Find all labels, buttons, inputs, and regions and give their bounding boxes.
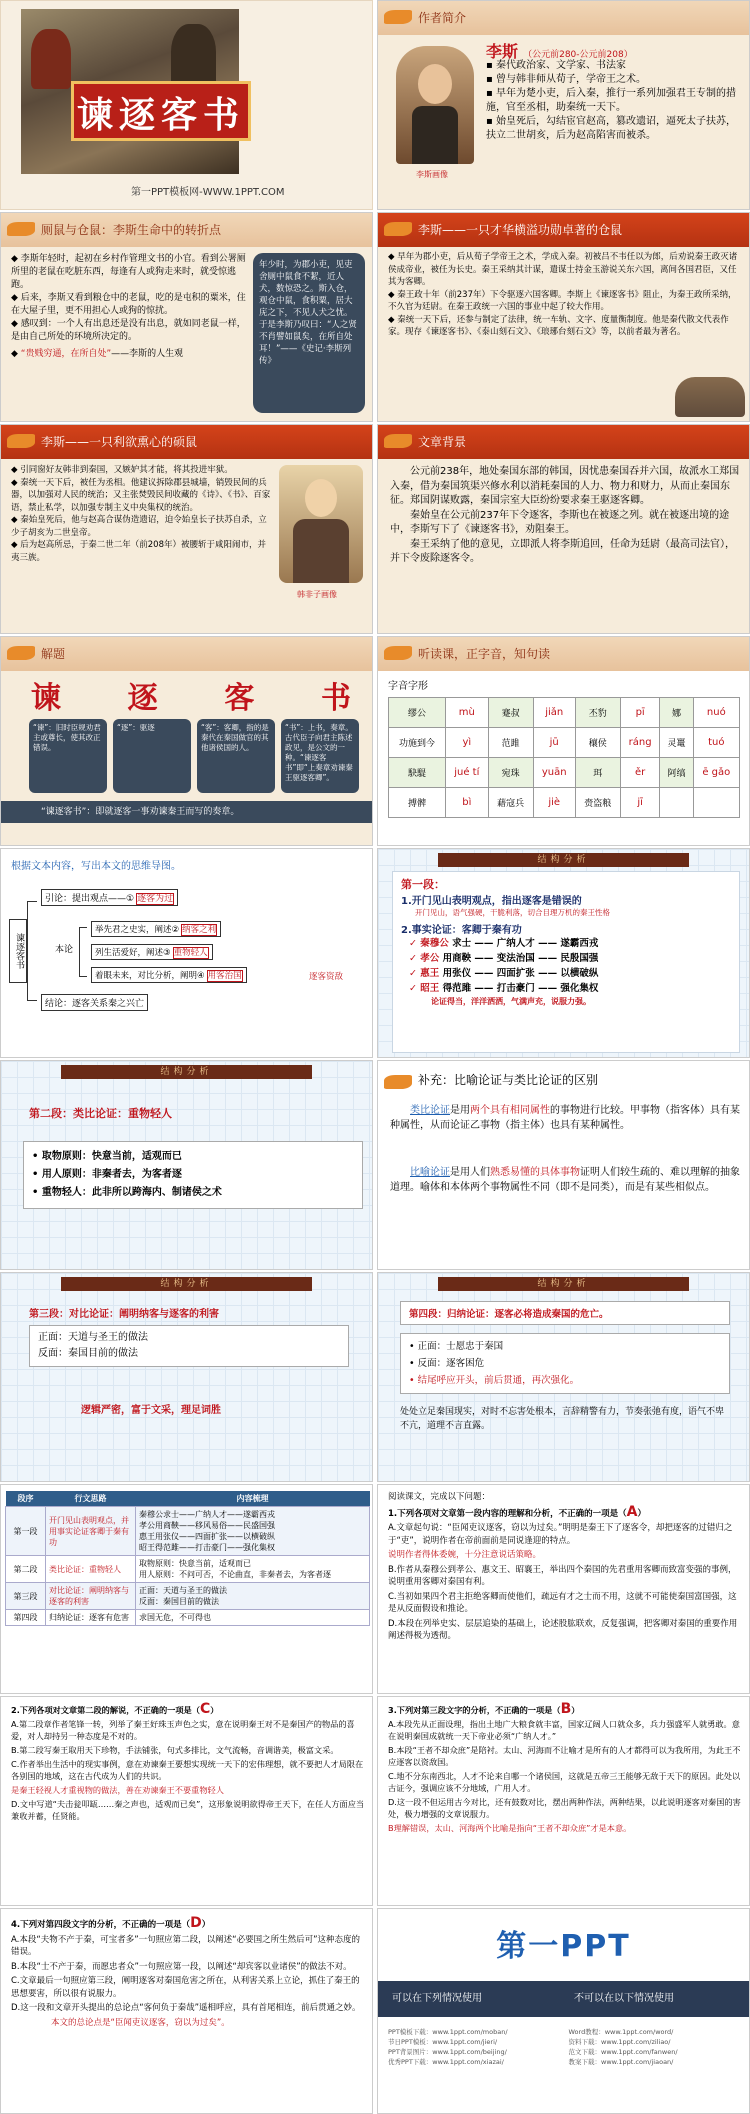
summary-cell: 求国无危，不可得也 bbox=[136, 1610, 370, 1626]
answer-letter: D bbox=[190, 1915, 202, 1931]
pron-word: 搏髀 bbox=[389, 788, 446, 818]
pron-word: 丕豹 bbox=[575, 698, 620, 728]
slide-q4 bbox=[0, 1908, 373, 2114]
mindmap-answer: 逐客资敌 bbox=[309, 972, 344, 982]
storerat-item: ◆ 秦王政十年（前237年）下令驱逐六国客卿。李斯上《谏逐客书》阻止，为秦王政所采纳，不久官为廷尉。在秦王政统一六国的事业中起了较大作用。 bbox=[388, 289, 737, 312]
title-char: 客 bbox=[224, 681, 255, 716]
option-note: 说明作者得体委婉，十分注意说话策略。 bbox=[388, 1550, 542, 1560]
author-name: 李斯 bbox=[486, 42, 519, 61]
summary-row bbox=[6, 1610, 370, 1626]
summary-head: 行文思路 bbox=[74, 1494, 107, 1503]
summary-cell: 开门见山表明观点，并用事实论证客卿于秦有功 bbox=[46, 1507, 136, 1556]
slide-header: 厕鼠与仓鼠：李斯生命中的转折点 bbox=[41, 223, 222, 237]
answer-letter: C bbox=[199, 1701, 211, 1717]
slide-storerat bbox=[377, 212, 750, 422]
rats-item: ◆ 感叹到：一个人有出息还是没有出息，就如同老鼠一样，是由自己所处的环境所决定的。 bbox=[11, 319, 246, 342]
pron-pinyin: pī bbox=[620, 698, 660, 728]
para2-item: • 用人原则：非秦者去，为客者逐 bbox=[32, 1169, 182, 1180]
section-stripe: 结构分析 bbox=[61, 1065, 312, 1079]
para-heading: 第二段：类比论证：重物轻人 bbox=[29, 1107, 172, 1120]
jieti-box: “书”：上书，奏章。古代臣子向君主陈述政见，是公文的一种。“谏逐客书”即“上奏章劝谏秦王驱逐客卿”。 bbox=[281, 719, 359, 793]
slide-q1 bbox=[377, 1484, 750, 1694]
pron-pinyin: ráng bbox=[620, 728, 660, 758]
para-heading: 第三段：对比论证：阐明纳客与逐客的利害 bbox=[29, 1309, 219, 1320]
question-stem: 4.下列对第四段文字的分析，不正确的一项是（D） bbox=[11, 1915, 211, 1931]
pron-pinyin: jū bbox=[533, 728, 575, 758]
mindmap-body: 本论 bbox=[55, 945, 74, 955]
footer-link[interactable]: Word教程：www.1ppt.com/word/ bbox=[568, 2028, 674, 2036]
para1-row: ✓ 秦穆公 求士 —— 广纳人才 —— 遂霸西戎 bbox=[409, 938, 599, 949]
slide-para2 bbox=[0, 1060, 373, 1270]
answer-letter: B bbox=[560, 1701, 572, 1717]
summary-cell: 第二段 bbox=[6, 1556, 46, 1583]
mindmap-root: 谏逐客书 bbox=[9, 919, 27, 983]
portrait-caption: 韩非子画像 bbox=[297, 590, 337, 599]
option: B.本段“王者不却众庶”是陪衬。太山、河海而不让喻才是所有的人才都得可以为我所用，为此王不应逐客以资敌国。 bbox=[388, 1745, 741, 1767]
question-stem: 2.下列各项对文章第二段的解说，不正确的一项是（C） bbox=[11, 1701, 219, 1717]
summary-row bbox=[6, 1556, 370, 1583]
para1-row: ✓ 孝公 用商鞅 —— 变法治国 —— 民殷国强 bbox=[409, 953, 599, 964]
footer-col-title: 可以在下列情况使用 bbox=[392, 1993, 482, 2004]
option: A.文章起句说：“臣闻吏议逐客，窃以为过矣。”明明是秦王下了逐客令，却把逐客的过错归之于“吏”，说明作者在帝前面前是同说逢迎的特点。 bbox=[388, 1523, 733, 1546]
footer-link[interactable]: PPT模板下载：www.1ppt.com/moban/ bbox=[388, 2028, 508, 2036]
brush-icon bbox=[7, 646, 35, 660]
bigrat-item: ◆ 引同窗好友韩非到秦国，又嫉妒其才能，将其投进牢狱。 bbox=[11, 465, 233, 475]
para4-tail: 处处立足秦国现实，对时不忘害处根本，言辞精警有力，节奏张弛有度，语气不卑不亢，道理不言直露。 bbox=[400, 1407, 725, 1431]
jieti-box: “谏”：旧时臣规劝君主或尊长，使其改正错误。 bbox=[29, 719, 107, 793]
summary-cell: 正面：天道与圣王的做法 反面：秦国目前的做法 bbox=[136, 1583, 370, 1610]
check-icon: ✓ bbox=[409, 953, 421, 964]
pron-pinyin: yì bbox=[446, 728, 489, 758]
question-intro: 阅读课文，完成以下问题： bbox=[388, 1492, 491, 1502]
pron-pinyin: bì bbox=[446, 788, 489, 818]
title-site: 第一PPT模板网-WWW.1PPT.COM bbox=[131, 187, 285, 198]
background-paragraph: 公元前238年，地处秦国东部的韩国，因忧患秦国吞并六国，故派水工郑国入秦，借为秦国筑渠兴修水利以消耗秦国的人力、物力和财力，从而止秦国东征。郑国阴谋败露，秦国宗室大臣纷纷要求秦王驱逐客卿。 bbox=[390, 466, 740, 506]
option: B.作者从秦穆公到孝公、惠文王、昭襄王，举出四个秦国的先君重用客卿而致富变强的事例，说明重用客卿对秦国有利。 bbox=[388, 1564, 737, 1587]
pron-word: 功施到今 bbox=[389, 728, 446, 758]
pron-pinyin: jiǎn bbox=[533, 698, 575, 728]
brush-icon bbox=[384, 1075, 412, 1089]
para-point: 2.事实论证：客卿于秦有功 bbox=[401, 925, 522, 936]
question-stem: 1.下列各项对文章第一段内容的理解和分析，不正确的一项是（A） bbox=[388, 1503, 647, 1520]
para-point: 1.开门见山表明观点，指出逐客是错误的 bbox=[401, 896, 582, 907]
mindmap-answer: 纳客之利 bbox=[182, 925, 217, 935]
summary-cell: 类比论证：重物轻人 bbox=[46, 1556, 136, 1583]
portrait-hanfei bbox=[279, 465, 363, 583]
summary-cell: 第四段 bbox=[6, 1610, 46, 1626]
option-note: 是秦王轻视人才重视物的做法，善在劝谏秦王不要重物轻人 bbox=[11, 1785, 224, 1795]
slide-para3 bbox=[0, 1272, 373, 1482]
pron-pinyin: tuó bbox=[693, 728, 739, 758]
option-note: 本文的总论点是“臣闻吏议逐客，窃以为过矣”。 bbox=[51, 2017, 230, 2028]
section-stripe: 结构分析 bbox=[438, 853, 689, 867]
footer-link[interactable]: 资料下载：www.1ppt.com/ziliao/ bbox=[568, 2038, 671, 2046]
pron-word: 缪公 bbox=[389, 698, 446, 728]
option: A.第二段章作者笔锋一转，列举了秦王好珠玉声色之实，意在说明秦王对不是秦国产的物品的喜爱，对人却持另一种态度是不对的。 bbox=[11, 1719, 355, 1741]
option-note: B理解错误，太山、河海两个比喻是指向“王者不却众庶”才是本意。 bbox=[388, 1823, 632, 1833]
pron-pinyin: jué tí bbox=[446, 758, 489, 788]
option: C.作者举出生活中的现实事例，意在劝谏秦王要想实现统一天下的宏伟理想，就不要把人才局限在各别国的地域，这在古代成为人们的共识。 bbox=[11, 1759, 364, 1781]
brush-icon bbox=[384, 434, 412, 448]
bigrat-item: ◆ 秦统一天下后，被任为丞相。他建议拆除郡县城墙，销毁民间的兵器，以加强对人民的统治；又主张焚毁民间收藏的《诗》、《书》、百家语，禁止私学，以加强专制主义中央集权的统治。 bbox=[11, 477, 271, 513]
section-stripe: 结构分析 bbox=[438, 1277, 689, 1291]
summary-table bbox=[5, 1491, 370, 1626]
brush-icon bbox=[384, 222, 412, 236]
pron-word: 穰侯 bbox=[575, 728, 620, 758]
brush-icon bbox=[384, 646, 412, 660]
pron-pinyin: jī bbox=[620, 788, 660, 818]
slide-header: 李斯——一只利欲熏心的硕鼠 bbox=[41, 435, 198, 449]
summary-cell: 对比论证：阐明纳客与逐客的利害 bbox=[46, 1583, 136, 1610]
slide-para4 bbox=[377, 1272, 750, 1482]
title-char: 谏 bbox=[31, 681, 61, 716]
slide-compare bbox=[377, 1060, 750, 1270]
slide-header: 李斯——一只才华横溢功勋卓著的仓鼠 bbox=[418, 223, 623, 237]
slide-para1 bbox=[377, 848, 750, 1058]
summary-cell: 第一段 bbox=[6, 1507, 46, 1556]
pron-word: 蹇叔 bbox=[488, 698, 533, 728]
rats-item: ◆ 李斯年轻时，起初在乡村作管理文书的小官。看到公署厕所里的老鼠在吃脏东西，每逢有人或狗走来时，就受惊逃跑。 bbox=[11, 254, 246, 290]
slide-mindmap: 根据文本内容，写出本文的思维导图。 谏逐客书 引论：提出观点——① 逐客为过 本论 举先君之史实，阐述② 纳客之利 列生活爱好，阐述③ 重物轻人 着眼未来，对比分析，阐明④ 用客治国 逐客资敌 结论：逐客关系秦之兴亡 bbox=[0, 848, 373, 1058]
footer-link[interactable]: PPT背景图片：www.1ppt.com/beijing/ bbox=[388, 2048, 507, 2056]
check-icon: ✓ bbox=[409, 938, 421, 949]
footer-link[interactable]: 教案下载：www.1ppt.com/jiaoan/ bbox=[568, 2058, 674, 2066]
compare-paragraph: 比喻论证是用人们熟悉易懂的具体事物证明人们较生疏的、难以理解的抽象道理。喻体和本体两个事物属性不同（即不是同类），而是有某些相似点。 bbox=[390, 1167, 740, 1193]
section-stripe: 结构分析 bbox=[61, 1277, 312, 1291]
bigrat-item: ◆ 秦始皇死后，他与赵高合谋伪造遗诏，迫令始皇长子扶苏自杀，立少子胡亥为二世皇帝。 bbox=[11, 515, 267, 538]
pron-row bbox=[389, 728, 740, 758]
rats-box: 年少时，为郡小吏，见吏舍厕中鼠食不絜，近人犬，数惊恐之。斯入仓，观仓中鼠，食积粟，居大庑之下，不见人犬之忧。于是李斯乃叹曰：“人之贤不肖譬如鼠矣，在所自处耳！”——《史记·李斯列传》 bbox=[253, 253, 365, 413]
check-icon: ✓ bbox=[409, 983, 421, 994]
portrait-lisi bbox=[396, 46, 474, 164]
footer-col-title: 不可以在以下情况使用 bbox=[574, 1993, 674, 2004]
author-bullet: ▪ 始皇死后，勾结宦官赵高，篡改遗诏，逼死太子扶苏，扶立二世胡亥，后为赵高陷害而被杀。 bbox=[486, 116, 736, 141]
pron-pinyin bbox=[693, 788, 739, 818]
jieti-box: “逐”：驱逐 bbox=[113, 719, 191, 793]
portrait-caption: 李斯画像 bbox=[416, 170, 448, 179]
para1-row: ✓ 惠王 用张仪 —— 四面扩张 —— 以横破纵 bbox=[409, 968, 599, 979]
para4-item: • 结尾呼应开头，前后贯通，再次强化。 bbox=[409, 1375, 580, 1386]
summary-head: 段序 bbox=[17, 1494, 34, 1503]
pron-pinyin: ěr bbox=[620, 758, 660, 788]
answer-letter: A bbox=[626, 1503, 638, 1520]
slide-q2 bbox=[0, 1696, 373, 1906]
pron-row bbox=[389, 758, 740, 788]
chariot-image bbox=[675, 377, 745, 417]
background-paragraph: 秦始皇在公元前237年下令逐客，李斯也在被逐之列。就在被逐出境的途中，李斯写下了《谏逐客书》，劝阻秦王。 bbox=[390, 509, 730, 535]
jieti-box: “客”：客卿，指的是秦代在秦国做官的其他诸侯国的人。 bbox=[197, 719, 275, 793]
pron-word: 娜 bbox=[660, 698, 693, 728]
pron-word: 宛珠 bbox=[488, 758, 533, 788]
rats-quote: ◆ “贵贱穷通，在所自处”——李斯的人生观 bbox=[11, 349, 184, 359]
option: D.这一段和文章开头提出的总论点“客何负于秦哉”遥相呼应，具有首尾相连，前后贯通之妙。 bbox=[11, 2003, 361, 2013]
pron-table bbox=[388, 697, 740, 818]
author-bullet: ▪ 秦代政治家、文学家、书法家 bbox=[486, 60, 626, 71]
slide-header: 作者简介 bbox=[418, 11, 467, 25]
slide-background bbox=[377, 424, 750, 634]
option: D.这一段不但运用古今对比，还有鼓数对比，摆出两种作法，两种结果，以此说明逐客对秦国的害处，极力增强的文章说服力。 bbox=[388, 1797, 741, 1819]
title-char: 书 bbox=[320, 681, 351, 716]
pron-subtitle: 字音字形 bbox=[388, 681, 428, 692]
slide-header: 文章背景 bbox=[418, 435, 467, 449]
check-icon: ✓ bbox=[409, 968, 421, 979]
author-bullet: ▪ 曾与韩非师从荀子，学帝王之术。 bbox=[486, 74, 646, 85]
para-note: 逻辑严密，富于文采，理足词胜 bbox=[81, 1405, 221, 1416]
footer-link[interactable]: 节日PPT模板：www.1ppt.com/jieri/ bbox=[388, 2038, 498, 2046]
slide-summary-table bbox=[0, 1484, 373, 1694]
mindmap-intro: 引论：提出观点——① bbox=[45, 894, 135, 904]
mindmap-answer: 用客治国 bbox=[207, 971, 242, 981]
pron-row bbox=[389, 788, 740, 818]
slide-pronunciation bbox=[377, 636, 750, 846]
storerat-item: ◆ 早年为郡小吏，后从荀子学帝王之术，学成入秦。初被吕不韦任以为郎，后劝说秦王政灭诸侯成帝业，被任为长史。秦王采纳其计谋，遣谋士持金玉游说关东六国，离间各国君臣，又任其为客卿。 bbox=[388, 252, 738, 287]
option: A.本段“夫物不产于秦，可宝者多”一句照应第二段，以阐述“必要国之所生然后可”这种态度的错误。 bbox=[11, 1934, 360, 1957]
para2-item: • 取物原则：快意当前，适观而已 bbox=[32, 1151, 182, 1162]
brush-icon bbox=[384, 10, 412, 24]
para3-item: 正面：天道与圣王的做法 bbox=[38, 1332, 148, 1343]
pron-word: 駃騠 bbox=[389, 758, 446, 788]
option: D.本段在列举史实、层层追染的基础上，论述股肱联欢，反复强调，把客卿对秦国的重要作用阐述得极为透彻。 bbox=[388, 1618, 738, 1641]
mindmap-conclusion: 结论：逐客关系秦之兴亡 bbox=[41, 994, 148, 1011]
logo: 第一PPT bbox=[496, 1929, 631, 1964]
summary-row bbox=[6, 1507, 370, 1556]
bigrat-item: ◆ 后为赵高所忌，于秦二世二年（前208年）被腰斩于咸阳闹市，并夷三族。 bbox=[11, 540, 266, 563]
brush-icon bbox=[7, 222, 35, 236]
pron-pinyin: nuó bbox=[693, 698, 739, 728]
pron-word: 范雎 bbox=[488, 728, 533, 758]
pron-pinyin: jiè bbox=[533, 788, 575, 818]
summary-cell: 归纳论证：逐客有危害 bbox=[46, 1610, 136, 1626]
jieti-summary: “谏逐客书”：即就逐客一事劝谏秦王而写的奏章。 bbox=[1, 801, 372, 823]
storerat-item: ◆ 秦统一天下后，还参与制定了法律，统一车轨、文字、度量衡制度。他是秦代散文代表作家。现存《谏逐客书》、《泰山刻石文》、《琅琊台刻石文》等，以前者最为著名。 bbox=[388, 314, 729, 337]
para-note: 开门见山，语气强硬，干脆利落，切合目理万机的秦王性格 bbox=[415, 908, 610, 917]
slide-header: 听读课，正字音，知句读 bbox=[418, 647, 551, 661]
para3-item: 反面：秦国目前的做法 bbox=[38, 1348, 138, 1359]
option: C.文章最后一句照应第三段，阐明逐客对秦国危害之所在，从利害关系上立论，抓住了秦王的思想要害，所以很有说服力。 bbox=[11, 1976, 360, 1999]
pron-word: 灵鼍 bbox=[660, 728, 693, 758]
slide-footer bbox=[377, 1908, 750, 2114]
mindmap-answer: 重物轻人 bbox=[173, 948, 208, 958]
para-heading: 第一段： bbox=[401, 878, 445, 891]
pron-word bbox=[660, 788, 693, 818]
mindmap-answer: 逐客为过 bbox=[137, 894, 174, 904]
pron-word: 珥 bbox=[575, 758, 620, 788]
option: B.本段“士不产于秦，而愿忠者众”一句照应第一段，以阐述“却宾客以业诸侯”的做法不对。 bbox=[11, 1961, 352, 1972]
summary-cell: 取物原则：快意当前，适观而已 用人原则：不问可否，不论曲直，非秦者去，为客者逐 bbox=[136, 1556, 370, 1583]
slide-jieti bbox=[0, 636, 373, 846]
author-years: （公元前280-公元前208） bbox=[523, 50, 633, 60]
para4-item: • 反面：逐客困危 bbox=[409, 1358, 485, 1369]
pron-row bbox=[389, 698, 740, 728]
footer-link[interactable]: 范文下载：www.1ppt.com/fanwen/ bbox=[568, 2048, 678, 2056]
para-heading: 第四段：归纳论证：逐客必将造成秦国的危亡。 bbox=[409, 1309, 609, 1320]
para-note: 论证得当，洋洋洒洒，气满声充，说服力强。 bbox=[431, 997, 591, 1006]
background-paragraph: 秦王采纳了他的意见，立即派人将李斯追回，任命为廷尉（最高司法官），并下令废除逐客令。 bbox=[390, 538, 735, 564]
slide-rats bbox=[0, 212, 373, 422]
option: D.文中写道“夫击瓮叩缻……秦之声也，适观而已矣”，这形象说明欲得帝王天下，在任人方面应当兼收并蓄，任贤能。 bbox=[11, 1799, 365, 1821]
pron-word: 藉寇兵 bbox=[488, 788, 533, 818]
option: A.本段先从正面设理，指出土地广大粮食就丰富，国家辽阔人口就众多，兵力强盛军人就勇敢。意在说明秦国成就统一天下帝业必须“广纳人才。” bbox=[388, 1719, 740, 1741]
summary-row bbox=[6, 1583, 370, 1610]
slide-q3 bbox=[377, 1696, 750, 1906]
footer-link[interactable]: 优秀PPT下载：www.1ppt.com/xiazai/ bbox=[388, 2058, 504, 2066]
slide-header: 解题 bbox=[41, 647, 66, 661]
author-bullet: ▪ 早年为楚小吏，后入秦，推行一系列加强君王专制的措施，官至丞相，助秦统一天下。 bbox=[486, 88, 736, 113]
compare-paragraph: 类比论证是用两个具有相同属性的事物进行比较。甲事物（指客体）具有某种属性，从而论证乙事物（指主体）也具有某种属性。 bbox=[390, 1105, 740, 1131]
slide-header: 补充：比喻论证与类比论证的区别 bbox=[418, 1073, 599, 1087]
pron-pinyin: mù bbox=[446, 698, 489, 728]
option: C.当初如果四个君主拒绝客卿而使他们，疏远有才之士而不用，这就不可能使秦国富国强，这是从反面假设和推论。 bbox=[388, 1591, 737, 1614]
para1-row: ✓ 昭王 得范雎 —— 打击豪门 —— 强化集权 bbox=[409, 983, 599, 994]
title-text: 谏逐客书 bbox=[76, 95, 245, 136]
pron-word: 赍盗粮 bbox=[575, 788, 620, 818]
question-stem: 3.下列对第三段文字的分析，不正确的一项是（B） bbox=[388, 1701, 580, 1717]
rats-item: ◆ 后来，李斯又看到粮仓中的老鼠，吃的是屯积的粟米，住在大屋子里，更不用担心人或狗的惊扰。 bbox=[11, 293, 246, 316]
slide-title bbox=[0, 0, 373, 210]
option: B.第二段写秦王取用天下珍物，手法铺张，句式多排比，文气流畅，音调谐美，极富文采。 bbox=[11, 1745, 339, 1755]
para4-item: • 正面：士愿忠于秦国 bbox=[409, 1341, 504, 1352]
option: C.地不分东南西北，人才不论来自哪一个诸侯国，这就是五帝三王能够无敌于天下的原因。此处以古证今，强调应该不分地域，广用人才。 bbox=[388, 1771, 741, 1793]
summary-cell: 第三段 bbox=[6, 1583, 46, 1610]
para2-item: • 重物轻人：此非所以跨海内、制诸侯之术 bbox=[32, 1187, 222, 1198]
brush-icon bbox=[7, 434, 35, 448]
summary-head: 内容梳理 bbox=[236, 1494, 269, 1503]
title-char: 逐 bbox=[127, 681, 158, 716]
summary-cell: 秦穆公求士——广纳人才——遂霸西戎 孝公用商鞅——移风易俗——民盛国强 惠王用张仪——四面扩张——以横破纵 昭王得范雎——打击豪门——强化集权 bbox=[136, 1507, 370, 1556]
pron-pinyin: yuān bbox=[533, 758, 575, 788]
pron-word: 阿缟 bbox=[660, 758, 693, 788]
slide-bigrat bbox=[0, 424, 373, 634]
pron-pinyin: ē gǎo bbox=[693, 758, 739, 788]
mindmap-title: 根据文本内容，写出本文的思维导图。 bbox=[11, 861, 181, 872]
slide-author bbox=[377, 0, 750, 210]
